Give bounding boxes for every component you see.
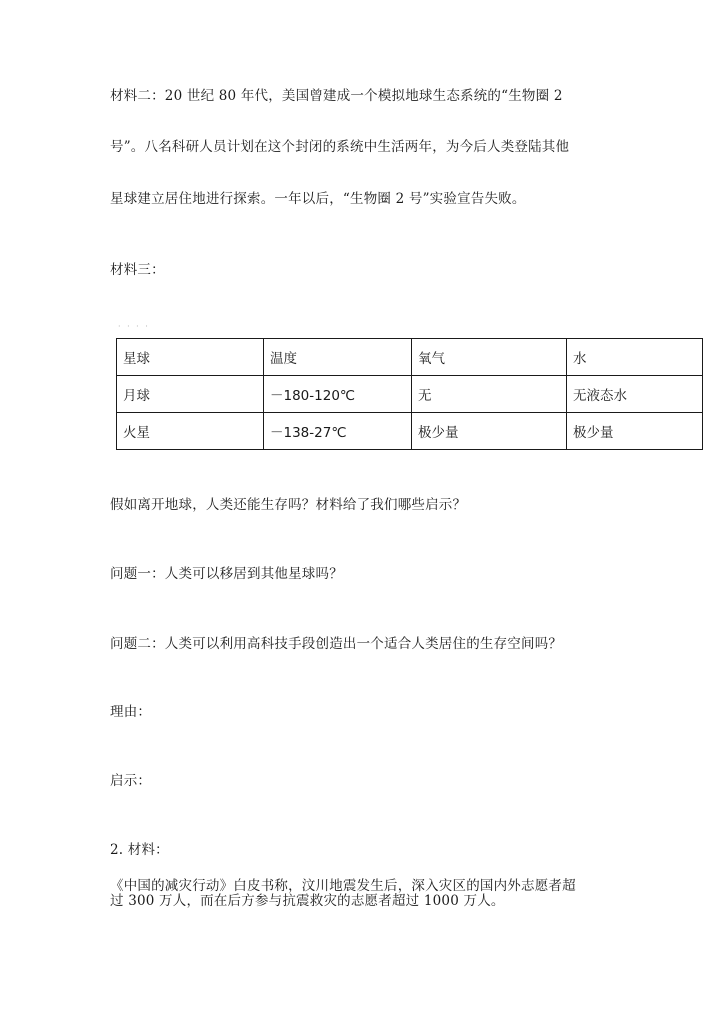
table-row-mars — [117, 413, 703, 450]
cell-water: 极少量 — [567, 413, 703, 450]
cell-planet: 火星 — [117, 413, 264, 450]
question-intro: 假如离开地球，人类还能生存吗？材料给了我们哪些启示？ — [110, 497, 467, 513]
cell-oxygen: 无 — [412, 376, 567, 413]
material2-line-3: 星球建立居住地进行探索。一年以后，“生物圈 2 号”实验宣告失败。 — [110, 191, 526, 207]
cell-temperature: －138-27℃ — [264, 413, 412, 450]
section2-line-2: 过 300 万人，而在后方参与抗震救灾的志愿者超过 1000 万人。 — [110, 893, 505, 909]
insight-label: 启示： — [110, 773, 152, 789]
cell-oxygen: 极少量 — [412, 413, 567, 450]
material2-line-2: 号”。八名科研人员计划在这个封闭的系统中生活两年，为今后人类登陆其他 — [110, 139, 570, 155]
material2-line-1: 材料二：20 世纪 80 年代，美国曾建成一个模拟地球生态系统的“生物圈 2 — [110, 88, 563, 104]
header-planet: 星球 — [117, 339, 264, 376]
header-temperature: 温度 — [264, 339, 412, 376]
header-water: 水 — [567, 339, 703, 376]
table-caption-dots: · · · · — [118, 322, 150, 331]
section2-label: 2. 材料： — [110, 842, 169, 858]
cell-planet: 月球 — [117, 376, 264, 413]
cell-water: 无液态水 — [567, 376, 703, 413]
question-one: 问题一：人类可以移居到其他星球吗？ — [110, 566, 343, 582]
cell-temperature: －180-120℃ — [264, 376, 412, 413]
header-oxygen: 氧气 — [412, 339, 567, 376]
table-row-moon — [117, 376, 703, 413]
material3-label: 材料三： — [110, 262, 165, 278]
planet-comparison-table — [116, 338, 703, 450]
section2-line-1: 《中国的减灾行动》白皮书称，汶川地震发生后，深入灾区的国内外志愿者超 — [110, 878, 576, 894]
question-two: 问题二：人类可以利用高科技手段创造出一个适合人类居住的生存空间吗？ — [110, 636, 563, 652]
table-header-row — [117, 339, 703, 376]
reason-label: 理由： — [110, 704, 152, 720]
